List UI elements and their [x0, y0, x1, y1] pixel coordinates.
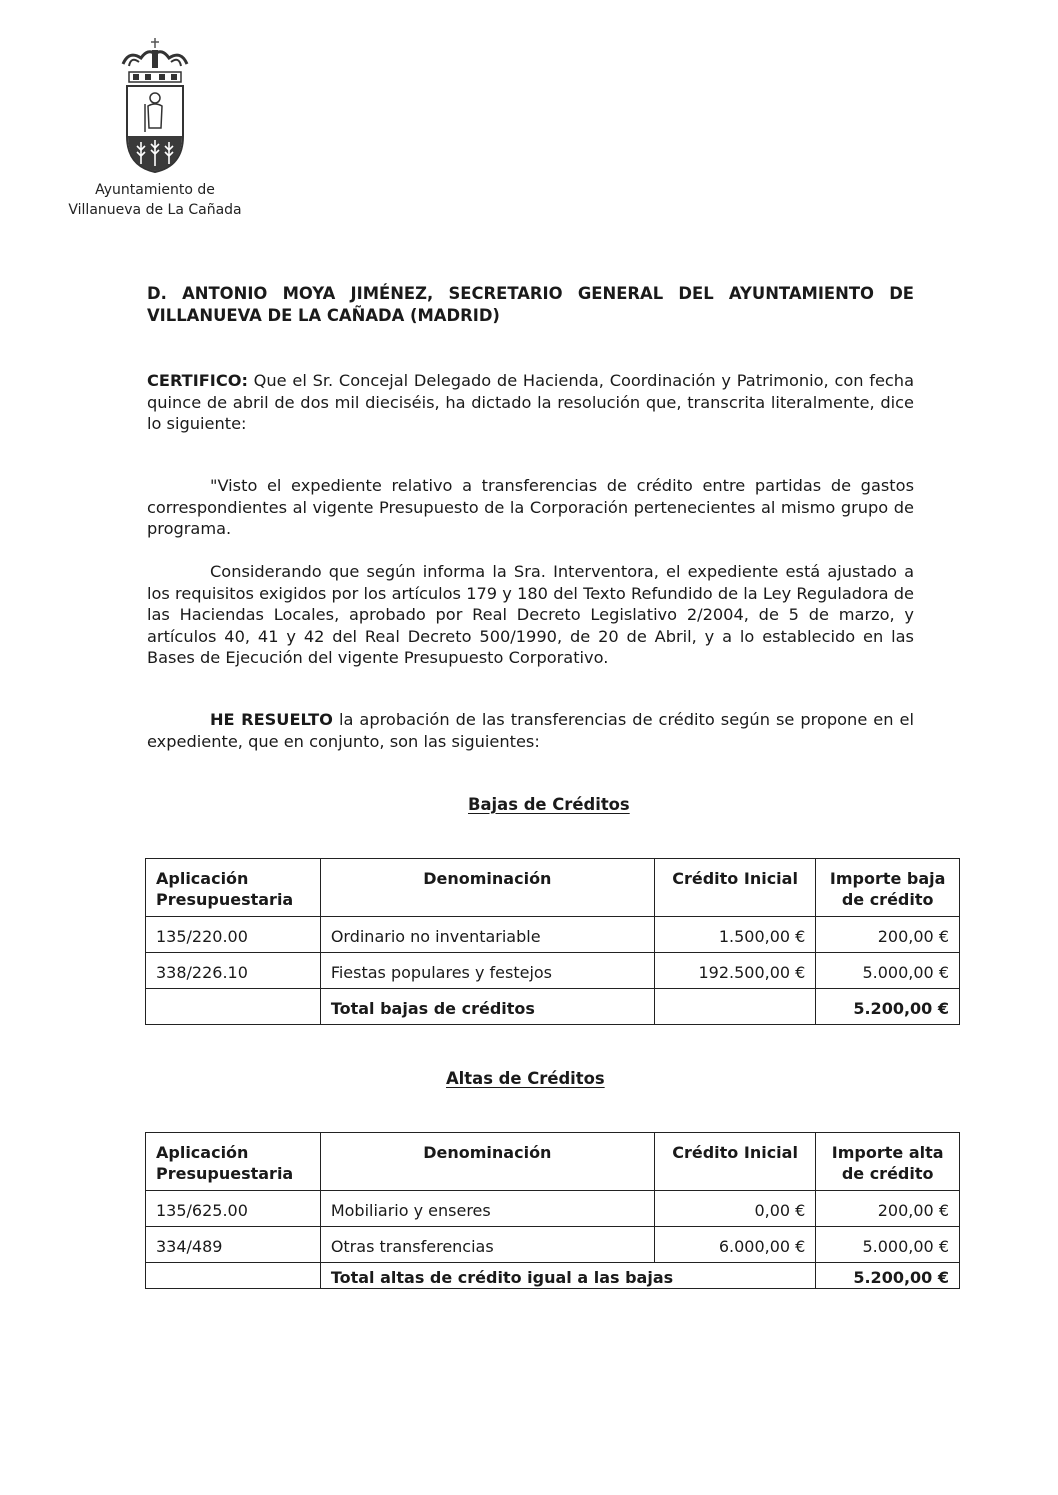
certifico-label: CERTIFICO:	[147, 371, 248, 390]
considerando-paragraph: Considerando que según informa la Sra. Interventora, el expediente está ajustado a los requisitos exigidos por los artículos 179 y 180 del Texto Refundido de la Ley Reguladora de las Haciendas Locales, aprobado por Real Decreto Legislativo 2/2004, de 5 de marzo, y artículos 40, 41 y 42 del Real Decreto 500/1990, de 20 de Abril, y a lo establecido en las Bases de Ejecución del vigente Presupuesto Corporativo.	[147, 562, 914, 667]
cell-importe: 5.000,00 €	[816, 1227, 960, 1263]
resuelto-label: HE RESUELTO	[210, 710, 333, 729]
coat-of-arms-logo	[115, 36, 195, 176]
cell-empty	[654, 989, 815, 1025]
total-value: 5.200,00 €	[816, 989, 960, 1025]
table-row	[146, 1227, 960, 1263]
visto-paragraph: "Visto el expediente relativo a transferencias de crédito entre partidas de gastos correspondientes al vigente Presupuesto de la Corporación pertenecientes al mismo grupo de programa.	[147, 476, 914, 538]
total-label: Total bajas de créditos	[320, 989, 654, 1025]
document-heading: D. ANTONIO MOYA JIMÉNEZ, SECRETARIO GENERAL DEL AYUNTAMIENTO DE VILLANUEVA DE LA CAÑADA (MADRID)	[147, 284, 914, 325]
header-denominacion: Denominación	[320, 1133, 654, 1191]
cell-importe: 200,00 €	[816, 917, 960, 953]
bajas-table	[145, 858, 960, 1025]
cell-importe: 200,00 €	[816, 1191, 960, 1227]
cell-empty	[146, 1263, 321, 1289]
org-line-2: Villanueva de La Cañada	[68, 202, 242, 218]
header-aplicacion: Aplicación Presupuestaria	[146, 859, 321, 917]
cell-denominacion: Ordinario no inventariable	[320, 917, 654, 953]
resuelto-paragraph	[147, 709, 914, 752]
header-importe-baja: Importe baja de crédito	[816, 859, 960, 917]
cell-aplicacion: 135/625.00	[146, 1191, 321, 1227]
org-line-1: Ayuntamiento de	[95, 182, 215, 198]
cell-credito-inicial: 0,00 €	[654, 1191, 815, 1227]
header-aplicacion: Aplicación Presupuestaria	[146, 1133, 321, 1191]
cell-denominacion: Fiestas populares y festejos	[320, 953, 654, 989]
table-header-row	[146, 859, 960, 917]
altas-section-title: Altas de Créditos	[446, 1069, 605, 1088]
bajas-section-title: Bajas de Créditos	[468, 795, 630, 814]
cell-aplicacion: 334/489	[146, 1227, 321, 1263]
organization-name	[60, 180, 250, 220]
total-row	[146, 1263, 960, 1289]
certifico-paragraph	[147, 370, 914, 435]
total-row	[146, 989, 960, 1025]
table-row	[146, 917, 960, 953]
header-importe-alta: Importe alta de crédito	[816, 1133, 960, 1191]
cell-empty	[146, 989, 321, 1025]
cell-denominacion: Otras transferencias	[320, 1227, 654, 1263]
cell-denominacion: Mobiliario y enseres	[320, 1191, 654, 1227]
table-row	[146, 1191, 960, 1227]
cell-aplicacion: 338/226.10	[146, 953, 321, 989]
header-credito-inicial: Crédito Inicial	[654, 1133, 815, 1191]
certifico-text: Que el Sr. Concejal Delegado de Hacienda, Coordinación y Patrimonio, con fecha quince de abril de dos mil dieciséis, ha dictado la resolución que, transcrita literalmente, dice lo siguiente:	[147, 371, 914, 433]
table-header-row	[146, 1133, 960, 1191]
cell-aplicacion: 135/220.00	[146, 917, 321, 953]
cell-credito-inicial: 1.500,00 €	[654, 917, 815, 953]
altas-table	[145, 1132, 960, 1289]
header-denominacion: Denominación	[320, 859, 654, 917]
cell-importe: 5.000,00 €	[816, 953, 960, 989]
total-label: Total altas de crédito igual a las bajas	[320, 1263, 816, 1289]
cell-credito-inicial: 6.000,00 €	[654, 1227, 815, 1263]
header-credito-inicial: Crédito Inicial	[654, 859, 815, 917]
total-value: 5.200,00 €	[816, 1263, 960, 1289]
resuelto-text: la aprobación de las transferencias de crédito según se propone en el expediente, que en conjunto, son las siguientes:	[147, 710, 915, 751]
cell-credito-inicial: 192.500,00 €	[654, 953, 815, 989]
table-row	[146, 953, 960, 989]
